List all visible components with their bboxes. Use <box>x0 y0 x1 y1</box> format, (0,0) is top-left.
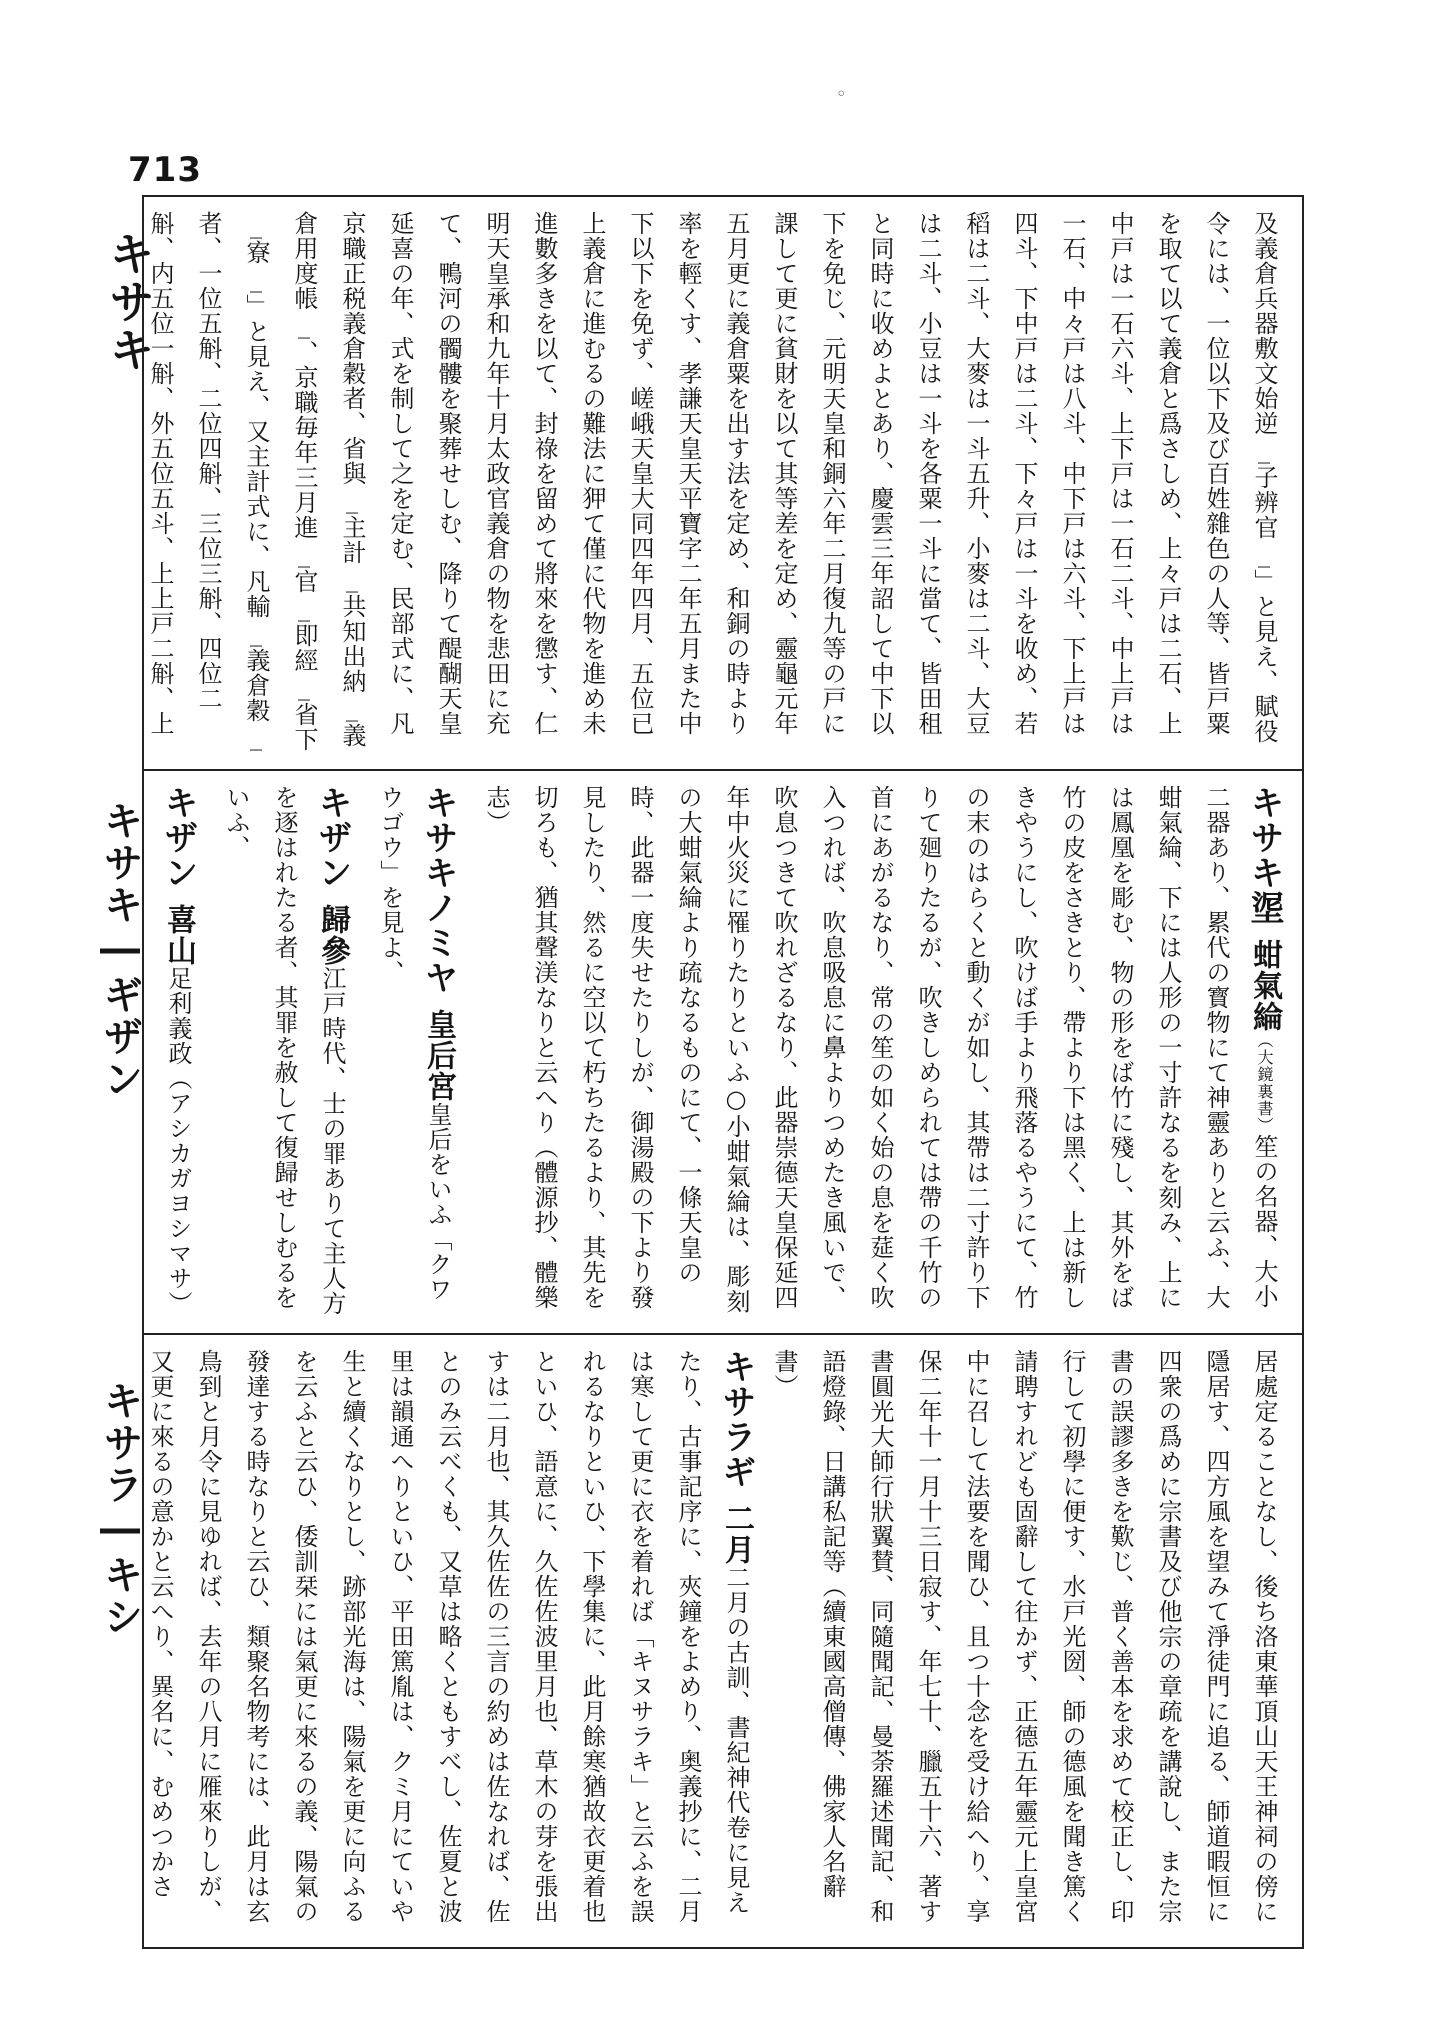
entry-kanji: 皇后宮 <box>421 1009 456 1102</box>
continuation-paragraph: 及義倉兵器敷文始逆_子辨官_」と見え、賦役令には、一位以下及び百姓雜色の人等、皆戸粟を取て以て義倉と爲さしめ、上々戸は二石、上中戸は一石六斗、上下戸は一石二斗、中上戸は一石、中々戸は八斗、中下戸は六斗、下上戸は四斗、下中戸は二斗、下々戸は一斗を收め、若稻は二斗、大麥は一斗五升、小麥は二斗、大豆は二斗、小豆は一斗を各粟一斗に當て、皆田租と同時に收めよとあり、慶雲三年詔して中下以下を免じ、元明天皇和銅六年二月復九等の戸に課して更に貧財を以て其等差を定め、靈龜元年五月更に義倉粟を出す法を定め、和銅の時より率を輕くす、孝謙天皇天平寶字二年五月また中下以下を免ず、嵯峨天皇大同四年四月、五位已上義倉に進むるの難法に狎て僅に代物を進め未進數多きを以て、封祿を留めて將來を懲す、仁明天皇承和九年十月太政官義倉の物を悲田に充て、鴨河の髑髏を聚葬せしむ、降りて醍醐天皇延喜の年、式を制して之を定む、民部式に、凡京職正税義倉穀者、省與_主計_共知出納_義倉用度帳_、京職毎年三月進_官_即經_省下_寮_」と見え、又主計式に、凡輸_義倉穀_者、一位五斛、二位四斛、三位三斛、四位二斛、内五位一斛、外五位五斗、上上戸二斛、上 <box>146 211 1278 752</box>
entry-kanji: 二月 <box>719 1503 754 1565</box>
entry-text: 足利義政（アシカガヨシマサ） <box>164 966 192 1316</box>
entry-text: 笙の名器、大小二器あり、累代の寳物にて神靈ありと云ふ、大蚶氣綸、下には人形の一寸許なるを刻み、上には鳳凰を彫む、物の形をば竹に殘し、其外をば竹の皮をさきとり、帶より下は黑く、上は新しきやうにし、吹けば手より飛落るやうにて、竹の末のはらくと動くが如し、其帶は二寸許り下りて廻りたるが、吹きしめられては帶の千竹の首にあがるなり、常の笙の如く始の息を莚く吹入つれば、吹息吸息に鼻よりつめたき風いで、吹息つきて吹れざるなり、此器崇德天皇保延四年中火災に罹りたりといふ○小蚶氣綸は、彫刻の大蚶氣綸より疏なるものにて、一條天皇の時、此器一度失せたりしが、御湯殿の下より發見したり、然るに空以て朽ちたるより、其先を切ろも、猶其聲渼なりと云へり（體源抄、體樂志） <box>482 785 1278 1314</box>
entry-headword: キザン <box>158 785 198 890</box>
section-kisaragi-kishi <box>144 1335 1302 1947</box>
dictionary-entry <box>144 1349 760 1933</box>
entry-headword: キサキ埿 <box>1244 785 1284 925</box>
dictionary-entry <box>212 785 356 1319</box>
entry-note: （大鏡裏書） <box>1255 1032 1274 1134</box>
running-header-2: キサキ―ギザン <box>97 800 143 1100</box>
entry-text: 江戸時代、士の罪ありて主人方を逐はれたる者、其罪を赦して復歸せしむるをいふ、 <box>222 785 346 1316</box>
entry-headword: キサキノミヤ <box>418 785 458 995</box>
section-kisaki-gizan <box>144 771 1302 1335</box>
entry-kanji: 歸參 <box>315 904 350 966</box>
speck-mark: ◦ <box>836 84 847 105</box>
entry-headword: キサラギ <box>716 1349 756 1489</box>
page-number: 713 <box>128 150 202 190</box>
section-text <box>158 785 1288 1319</box>
dictionary-entry <box>366 785 462 1319</box>
running-header-1: キサキ <box>102 230 156 374</box>
dictionary-entry <box>144 785 202 1319</box>
section-gisou-kisaki <box>144 197 1302 771</box>
section-text <box>146 1349 1288 1933</box>
page-frame <box>142 195 1304 1949</box>
running-header-3: キサラ―キシ <box>97 1380 143 1638</box>
entry-kanji: 蚶氣綸 <box>1247 939 1282 1032</box>
entry-text: 二月の古訓、書紀神代卷に見えたり、古事記序に、夾鐘をよめり、奥義抄に、二月は寒して更に衣を着れば「キヌサラキ」と云ふを誤れるなりといひ、下學集に、此月餘寒猶故衣更着也といひ、語意に、久佐佐波里月也、草木の芽を張出すは二月也、其久佐佐の三言の約めは佐なれば、佐とのみ云べくも、又草は略くともすべし、佐夏と波里は韻通へりといひ、平田篤胤は、クミ月にていや生と續くなりとし、跡部光海は、陽氣を更に向ふるを云ふと云ひ、倭訓栞には氣更に來るの義、陽氣の發達する時なりと云ひ、類聚名物考には、此月は玄鳥到と月令に見ゆれば、去年の八月に雁來りしが、又更に來るの意かと云へり、異名に、むめつかさ <box>146 1349 750 1924</box>
continuation-paragraph: 居處定ることなし、後ち洛東華頂山天王神祠の傍に隱居す、四方風を望みて淨徒門に追る、師道暇恒に四衆の爲めに宗書及び他宗の章疏を講說し、また宗書の誤謬多きを歎じ、普く善本を求めて校正し、印行して初學に便す、水戸光圀、師の德風を聞き篤く請聘すれども固辭して往かず、正德五年靈元上皇宮中に召して法要を聞ひ、且つ十念を受け給へり、享保二年十一月十三日寂す、年七十、臘五十六、著す書圓光大師行狀翼賛、同隨聞記、曼荼羅述聞記、和語燈錄、日講私記等（續東國高僧傳、佛家人名辭書） <box>770 1349 1278 1924</box>
dictionary-entry <box>472 785 1288 1319</box>
entry-text: 皇后をいふ「クワウゴウ」を見よ、 <box>376 785 452 1302</box>
entry-kanji: 喜山 <box>161 904 196 966</box>
section-text <box>146 211 1288 755</box>
entry-headword: キザン <box>312 785 352 890</box>
